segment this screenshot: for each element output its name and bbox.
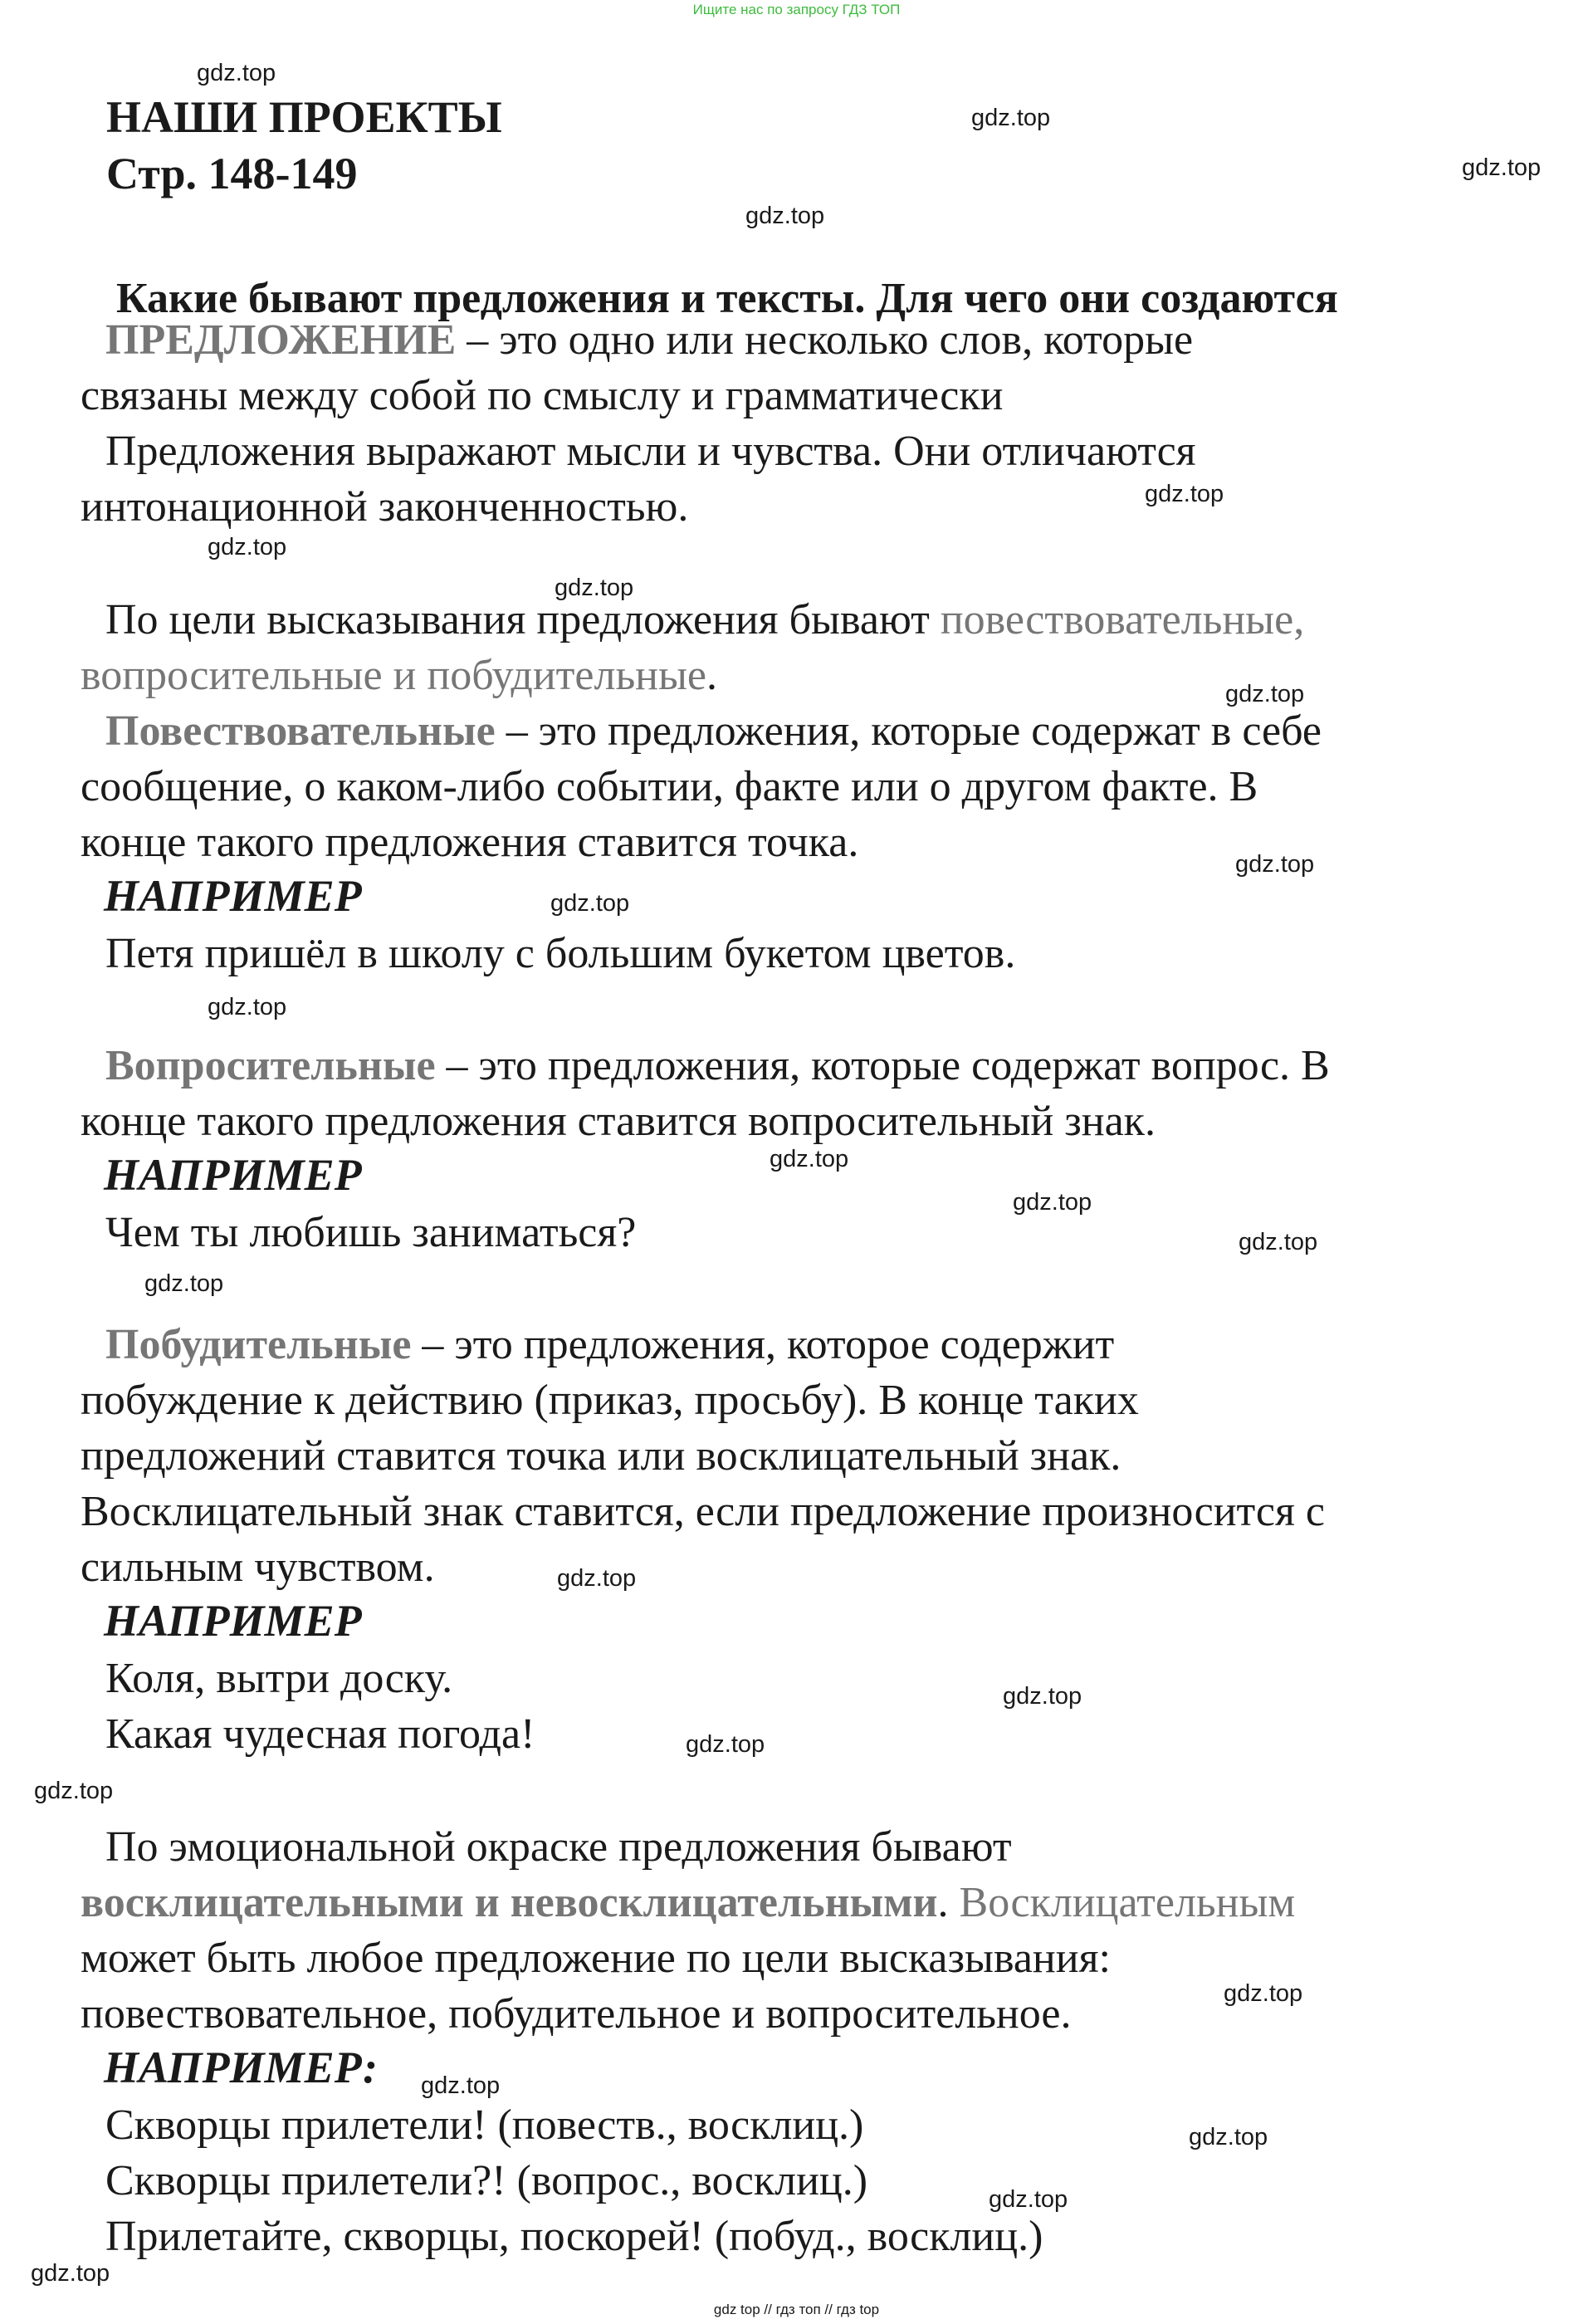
section-title: Какие бывают предложения и тексты. Для чего они создаются: [116, 275, 1338, 322]
emotional-example-3: Прилетайте, скворцы, поскорей! (побуд., восклиц.): [105, 2213, 1043, 2260]
emotional-line-3: может быть любое предложение по цели высказывания:: [81, 1935, 1111, 1982]
watermark: gdz.top: [1225, 681, 1305, 707]
emotional-line-1: По эмоциональной окраске предложения бывают: [105, 1823, 1012, 1871]
imperative-example-2: Какая чудесная погода!: [105, 1710, 535, 1758]
imperative-term: Побудительные: [105, 1321, 412, 1368]
watermark: gdz.top: [989, 2186, 1068, 2213]
interrogative-term: Вопросительные: [105, 1042, 436, 1089]
watermark: gdz.top: [197, 60, 276, 86]
example-title: НАПРИМЕР: [104, 1596, 362, 1646]
imperative-line-5: сильным чувством.: [81, 1544, 435, 1591]
watermark: gdz.top: [421, 2072, 501, 2099]
watermark: gdz.top: [1145, 481, 1224, 507]
watermark: gdz.top: [1003, 1683, 1082, 1710]
narrative-line-1: Повествовательные – это предложения, которые содержат в себе: [105, 707, 1322, 755]
example-title: НАПРИМЕР:: [104, 2043, 379, 2092]
watermark: gdz.top: [208, 994, 287, 1020]
watermark: gdz.top: [1462, 154, 1542, 181]
imperative-example-1: Коля, вытри доску.: [105, 1655, 453, 1702]
watermark: gdz.top: [34, 1778, 114, 1804]
watermark: gdz.top: [557, 1565, 637, 1592]
interrogative-example: Чем ты любишь заниматься?: [105, 1209, 637, 1256]
narrative-line-2: сообщение, о каком-либо событии, факте или о другом факте. В: [81, 763, 1258, 810]
watermark: gdz.top: [1013, 1189, 1092, 1216]
watermark: gdz.top: [31, 2260, 110, 2287]
purpose-line-2: вопросительные и побудительные.: [81, 652, 717, 699]
imperative-line-4: Восклицательный знак ставится, если предложение произносится с: [81, 1488, 1325, 1535]
definition-line-2: связаны между собой по смыслу и грамматически: [81, 372, 1004, 419]
watermark: gdz.top: [1239, 1229, 1318, 1255]
interrogative-line-2: конце такого предложения ставится вопросительный знак.: [81, 1098, 1156, 1145]
watermark: gdz.top: [770, 1146, 849, 1172]
watermark: gdz.top: [1235, 851, 1315, 878]
purpose-line-1: По цели высказывания предложения бывают повествовательные,: [105, 596, 1305, 643]
watermark: gdz.top: [745, 203, 825, 229]
watermark: gdz.top: [550, 890, 630, 917]
footer: gdz top // гдз топ // гдз top: [713, 2302, 880, 2317]
top-banner: Ищите нас по запросу ГДЗ ТОП: [692, 2, 901, 17]
watermark: gdz.top: [686, 1731, 765, 1758]
emotional-example-2: Скворцы прилетели?! (вопрос., восклиц.): [105, 2157, 868, 2204]
page-reference: Стр. 148-149: [106, 149, 358, 198]
page-title: НАШИ ПРОЕКТЫ: [106, 92, 502, 142]
watermark: gdz.top: [971, 105, 1051, 131]
emotional-line-2: восклицательными и невосклицательными. Восклицательным: [81, 1879, 1296, 1926]
example-title: НАПРИМЕР: [104, 871, 362, 921]
imperative-line-1: Побудительные – это предложения, которое содержит: [105, 1321, 1115, 1368]
narrative-example: Петя пришёл в школу с большим букетом цветов.: [105, 930, 1016, 977]
narrative-line-3: конце такого предложения ставится точка.: [81, 819, 859, 866]
watermark: gdz.top: [1189, 2124, 1268, 2150]
definition-line-1: ПРЕДЛОЖЕНИЕ – это одно или несколько слов, которые: [105, 316, 1194, 364]
imperative-line-3: предложений ставится точка или восклицательный знак.: [81, 1432, 1121, 1480]
watermark: gdz.top: [555, 575, 634, 601]
watermark: gdz.top: [1224, 1980, 1303, 2007]
watermark: gdz.top: [208, 534, 287, 560]
interrogative-line-1: Вопросительные – это предложения, которые содержат вопрос. В: [105, 1042, 1330, 1089]
watermark: gdz.top: [144, 1270, 224, 1297]
imperative-line-2: побуждение к действию (приказ, просьбу). В конце таких: [81, 1377, 1139, 1424]
emotional-example-1: Скворцы прилетели! (повеств., восклиц.): [105, 2101, 864, 2149]
narrative-term: Повествовательные: [105, 707, 496, 755]
definition-term: ПРЕДЛОЖЕНИЕ: [105, 316, 457, 364]
expression-line-2: интонационной законченностью.: [81, 483, 689, 531]
example-title: НАПРИМЕР: [104, 1150, 362, 1200]
expression-line-1: Предложения выражают мысли и чувства. Они отличаются: [105, 428, 1196, 475]
emotional-line-4: повествовательное, побудительное и вопросительное.: [81, 1990, 1072, 2038]
